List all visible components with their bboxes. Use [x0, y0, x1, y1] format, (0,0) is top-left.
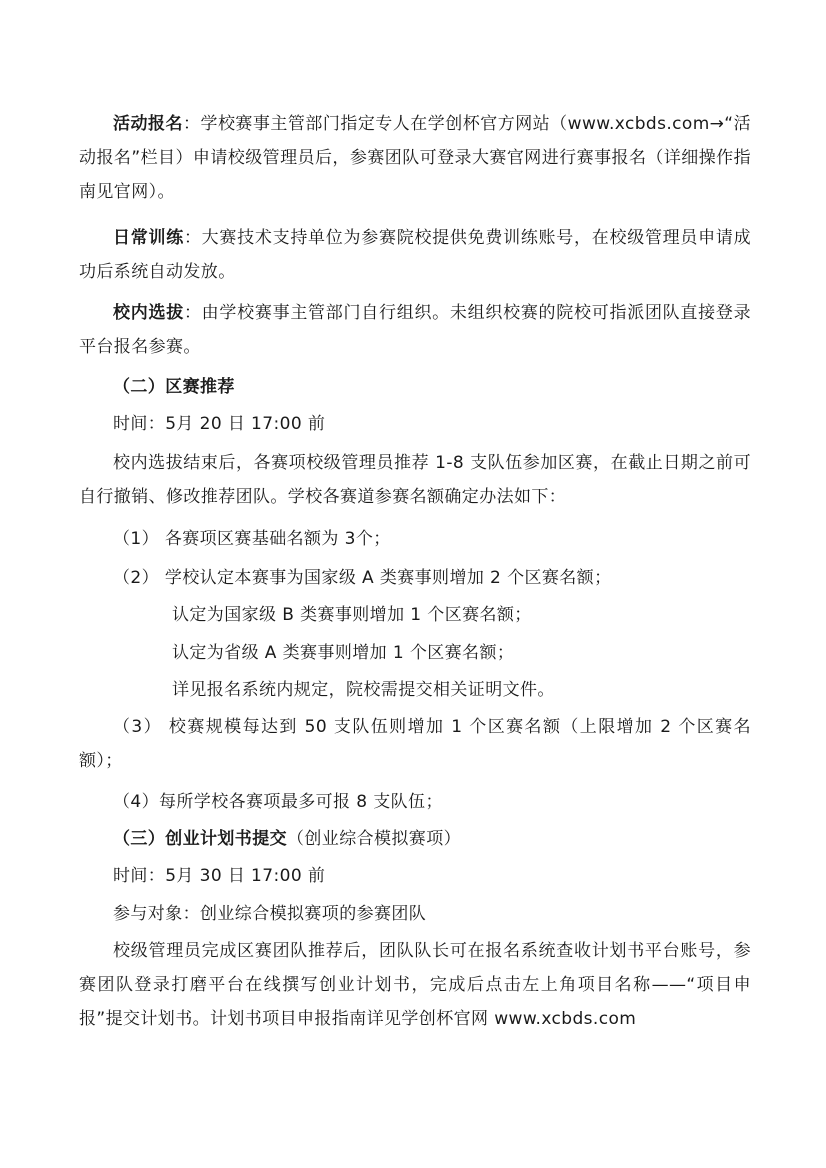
- training-paragraph: [79, 221, 751, 289]
- regional-rule-3: （3） 校赛规模每达到 50 支队伍则增加 1 个区赛名额（上限增加 2 个区赛名额）；: [79, 717, 751, 771]
- regional-rule-2c: 认定为省级 A 类赛事则增加 1 个区赛名额；: [172, 643, 515, 663]
- regional-heading: （二）区赛推荐: [113, 377, 235, 397]
- plan-audience: 参与对象：创业综合模拟赛项的参赛团队: [113, 904, 427, 924]
- selection-label: 校内选拔: [113, 303, 184, 323]
- regional-rule-1: （1） 各赛项区赛基础名额为 3个；: [113, 529, 391, 549]
- plan-text: 校级管理员完成区赛团队推荐后，团队队长可在报名系统查收计划书平台账号，参赛团队登录打磨平台在线撰写创业计划书，完成后点击左上角项目名称——“项目申报”提交计划书。计划书项目申报指南详见学创杯官网 www.xcbds.com: [79, 941, 751, 1029]
- training-text: 大赛技术支持单位为参赛院校提供免费训练账号，在校级管理员申请成功后系统自动发放。: [79, 228, 751, 282]
- regional-rule-4: （4）每所学校各赛项最多可报 8 支队伍；: [113, 792, 443, 812]
- regional-rule-2b: 认定为国家级 B 类赛事则增加 1 个区赛名额；: [172, 605, 532, 625]
- regional-time: 时间：5月 20 日 17:00 前: [113, 414, 326, 434]
- registration-colon: ：: [182, 114, 201, 134]
- selection-colon: ：: [183, 303, 202, 323]
- registration-text: 学校赛事主管部门指定专人在学创杯官方网站（www.xcbds.com→“活动报名”栏目）申请校级管理员后，参赛团队可登录大赛官网进行赛事报名（详细操作指南见官网）。: [79, 114, 752, 202]
- selection-paragraph: [79, 296, 751, 364]
- training-label: 日常训练: [113, 228, 184, 248]
- plan-time: 时间：5月 30 日 17:00 前: [113, 866, 326, 886]
- plan-heading: （三）创业计划书提交: [113, 829, 287, 849]
- plan-heading-line: [113, 822, 461, 856]
- regional-rule-2a: （2） 学校认定本赛事为国家级 A 类赛事则增加 2 个区赛名额；: [113, 568, 612, 588]
- selection-text: 由学校赛事主管部门自行组织。未组织校赛的院校可指派团队直接登录平台报名参赛。: [79, 303, 751, 357]
- plan-heading-note: （创业综合模拟赛项）: [287, 829, 461, 849]
- registration-paragraph: [79, 107, 751, 209]
- regional-intro: 校内选拔结束后，各赛项校级管理员推荐 1-8 支队伍参加区赛，在截止日期之前可自行撤销、修改推荐团队。学校各赛道参赛名额确定办法如下：: [79, 453, 751, 507]
- regional-rule-2d: 详见报名系统内规定，院校需提交相关证明文件。: [172, 680, 555, 700]
- training-colon: ：: [183, 228, 202, 248]
- registration-label: 活动报名: [113, 114, 183, 134]
